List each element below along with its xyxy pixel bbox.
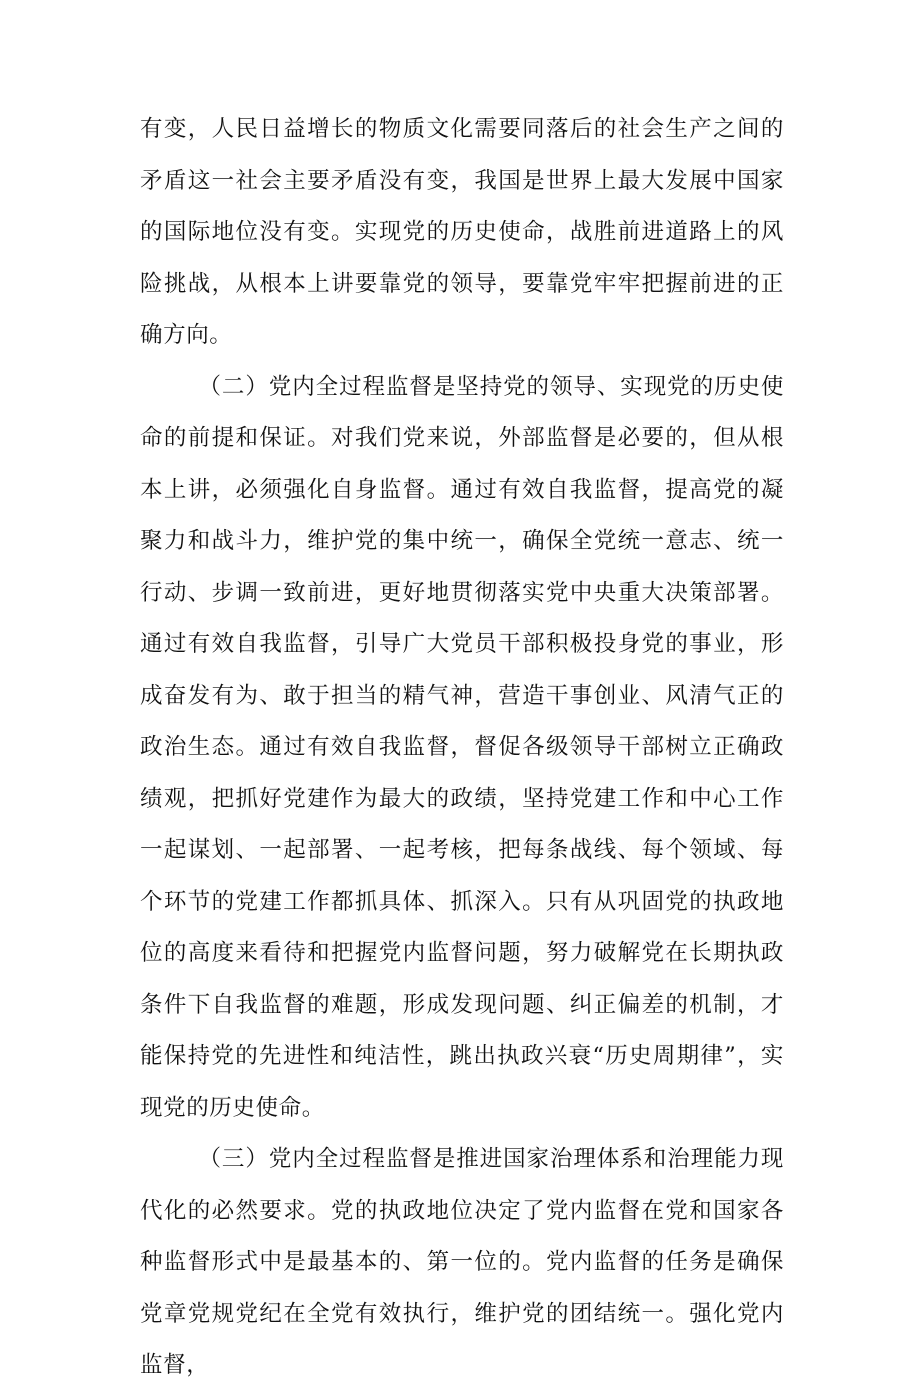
paragraph-continued-intro: 有变，人民日益增长的物质文化需要同落后的社会生产之间的矛盾这一社会主要矛盾没有变，我国是世界上最大发展中国家的国际地位没有变。实现党的历史使命，战胜前进道路上的风险挑战，从根本上讲要靠党的领导，要靠党牢牢把握前进的正确方向。 <box>140 116 784 348</box>
paragraph-section-three: （三）党内全过程监督是推进国家治理体系和治理能力现代化的必然要求。党的执政地位决定了党内监督在党和国家各种监督形式中是最基本的、第一位的。党内监督的任务是确保党章党规党纪在全党有效执行，维护党的团结统一。强化党内监督， <box>140 1146 784 1378</box>
document-body <box>140 104 784 1392</box>
paragraph-section-two: （二）党内全过程监督是坚持党的领导、实现党的历史使命的前提和保证。对我们党来说，外部监督是必要的，但从根本上讲，必须强化自身监督。通过有效自我监督，提高党的凝聚力和战斗力，维护党的集中统一，确保全党统一意志、统一行动、步调一致前进，更好地贯彻落实党中央重大决策部署。通过有效自我监督，引导广大党员干部积极投身党的事业，形成奋发有为、敢于担当的精气神，营造干事创业、风清气正的政治生态。通过有效自我监督，督促各级领导干部树立正确政绩观，把抓好党建作为最大的政绩，坚持党建工作和中心工作一起谋划、一起部署、一起考核，把每条战线、每个领域、每个环节的党建工作都抓具体、抓深入。只有从巩固党的执政地位的高度来看待和把握党内监督问题，努力破解党在长期执政条件下自我监督的难题，形成发现问题、纠正偏差的机制，才能保持党的先进性和纯洁性，跳出执政兴衰“历史周期律”，实现党的历史使命。 <box>140 373 784 1121</box>
